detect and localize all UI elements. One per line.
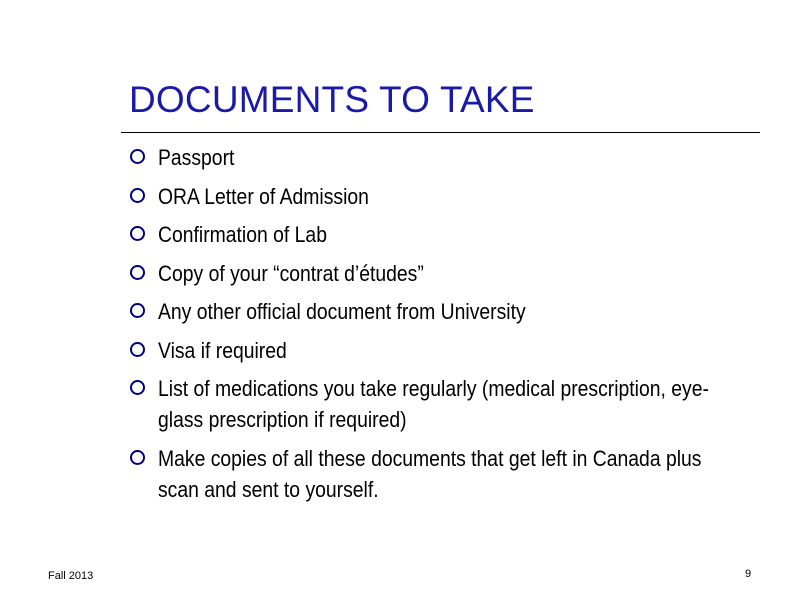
footer-date: Fall 2013 — [48, 570, 94, 582]
list-item — [129, 219, 769, 250]
list-item — [129, 443, 769, 505]
page-number: 9 — [745, 568, 752, 580]
hollow-circle-bullet-icon — [130, 380, 145, 395]
hollow-circle-bullet-icon — [130, 265, 145, 280]
list-item-text: Visa if required — [158, 337, 287, 363]
hollow-circle-bullet-icon — [130, 149, 145, 164]
list-item-text: Passport — [158, 145, 235, 170]
list-item — [129, 373, 769, 435]
slide-title: DOCUMENTS TO TAKE — [129, 79, 535, 120]
hollow-circle-bullet-icon — [130, 450, 145, 465]
hollow-circle-bullet-icon — [130, 342, 145, 357]
hollow-circle-bullet-icon — [130, 226, 145, 241]
list-item — [129, 296, 769, 327]
title-underline-rule — [121, 132, 760, 133]
hollow-circle-bullet-icon — [130, 303, 145, 318]
hollow-circle-bullet-icon — [130, 188, 145, 203]
bullet-list — [129, 142, 769, 512]
list-item — [129, 258, 769, 289]
list-item-text: Make copies of all these documents that get left in Canada plus scan and sent to yourself. — [158, 445, 702, 502]
list-item — [129, 181, 769, 212]
list-item — [129, 335, 769, 366]
list-item-text: Any other official document from University — [158, 299, 526, 324]
list-item-text: List of medications you take regularly (medical prescription, eye-glass prescription if required) — [158, 376, 709, 432]
list-item-text: Copy of your “contrat d’études” — [158, 260, 424, 286]
list-item-text: ORA Letter of Admission — [158, 183, 369, 209]
list-item — [129, 142, 769, 173]
list-item-text: Confirmation of Lab — [158, 222, 327, 247]
